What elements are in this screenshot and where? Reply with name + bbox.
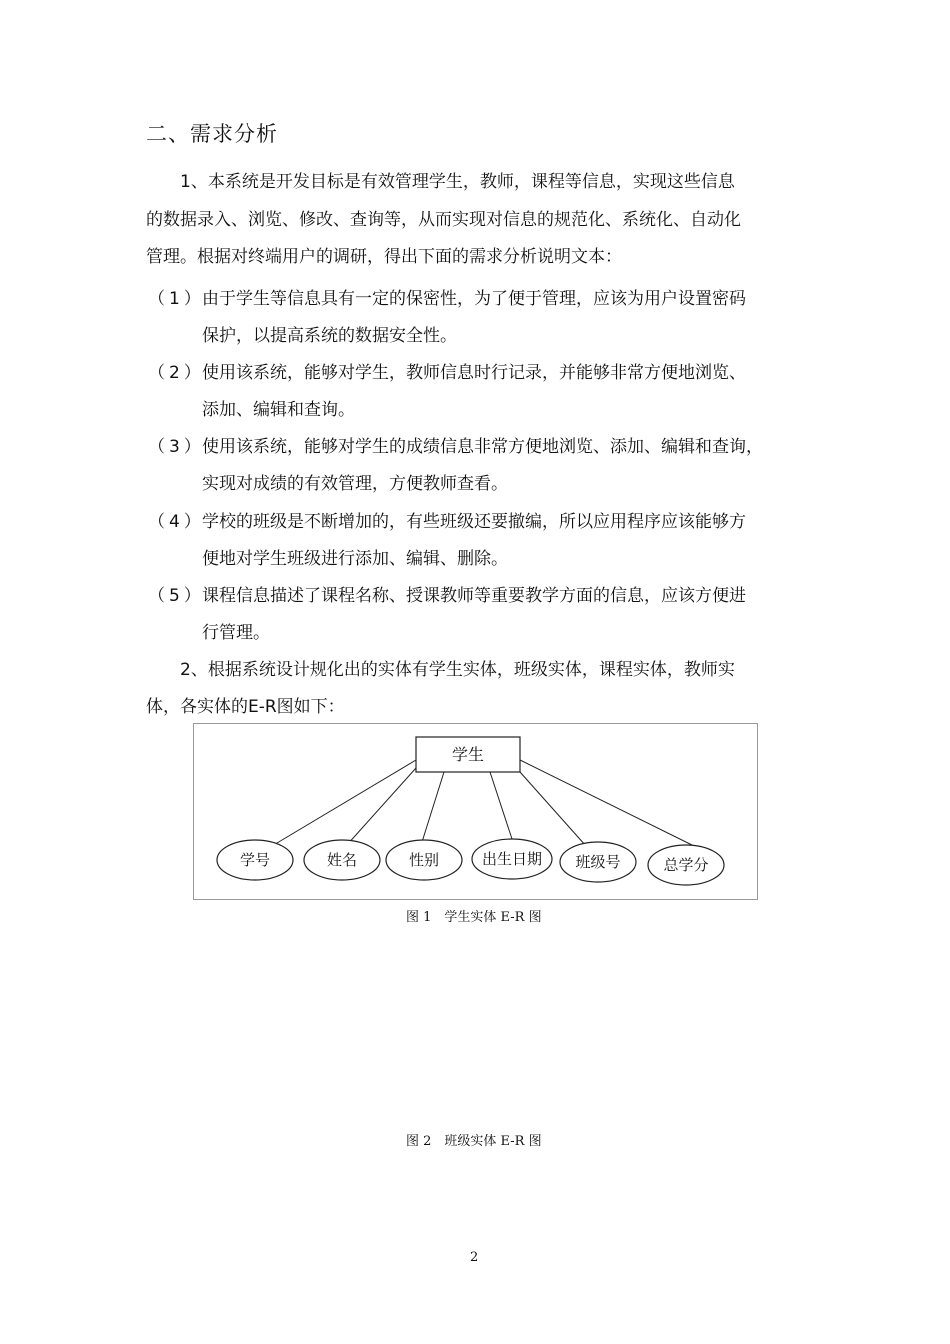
attribute-label-2: 姓名 xyxy=(326,851,358,869)
figure-2-caption: 图 2 班级实体 E-R 图 xyxy=(406,1134,542,1149)
er-link-6 xyxy=(520,760,694,846)
requirement-number: （2） xyxy=(148,363,205,383)
er-link-3 xyxy=(422,772,444,842)
requirement-text-continued: 行管理。 xyxy=(202,623,270,643)
intro-line-1: 1、本系统是开发目标是有效管理学生，教师，课程等信息，实现这些信息 xyxy=(180,172,735,192)
attribute-label-5: 班级号 xyxy=(575,853,621,871)
requirement-text: 使用该系统，能够对学生的成绩信息非常方便地浏览、添加、编辑和查询， xyxy=(202,437,763,457)
attribute-label-4: 出生日期 xyxy=(481,850,543,868)
requirement-number: （5） xyxy=(148,586,205,606)
requirement-text-continued: 保护，以提高系统的数据安全性。 xyxy=(202,326,457,346)
er-link-4 xyxy=(490,772,512,839)
er-link-5 xyxy=(520,772,586,846)
entities-paragraph-line-1: 2、根据系统设计规化出的实体有学生实体，班级实体，课程实体，教师实 xyxy=(180,660,735,680)
requirement-text: 学校的班级是不断增加的，有些班级还要撤编，所以应用程序应该能够方 xyxy=(202,512,746,532)
section-heading: 二、需求分析 xyxy=(146,122,278,146)
requirement-text-continued: 添加、编辑和查询。 xyxy=(202,400,355,420)
requirement-text-continued: 便地对学生班级进行添加、编辑、删除。 xyxy=(202,549,508,569)
er-link-1 xyxy=(272,760,416,846)
requirement-number: （3） xyxy=(148,437,205,457)
requirement-text: 使用该系统，能够对学生，教师信息时行记录，并能够非常方便地浏览、 xyxy=(202,363,746,383)
student-er-diagram xyxy=(193,723,758,900)
attribute-label-6: 总学分 xyxy=(663,856,709,874)
attribute-label-1: 学号 xyxy=(239,851,271,869)
er-link-2 xyxy=(346,768,416,846)
er-diagram-canvas xyxy=(194,724,757,899)
attribute-label-3: 性别 xyxy=(408,851,440,869)
entity-label: 学生 xyxy=(451,745,485,764)
intro-line-3: 管理。根据对终端用户的调研，得出下面的需求分析说明文本： xyxy=(146,247,622,267)
requirement-text: 由于学生等信息具有一定的保密性，为了便于管理，应该为用户设置密码 xyxy=(202,289,746,309)
requirement-number: （1） xyxy=(148,289,205,309)
requirement-text: 课程信息描述了课程名称、授课教师等重要教学方面的信息，应该方便进 xyxy=(202,586,746,606)
intro-line-2: 的数据录入、浏览、修改、查询等，从而实现对信息的规范化、系统化、自动化 xyxy=(146,210,741,230)
entities-paragraph-line-2: 体，各实体的E-R图如下： xyxy=(146,697,345,717)
figure-1-caption: 图 1 学生实体 E-R 图 xyxy=(406,910,542,925)
page-number: 2 xyxy=(470,1250,479,1265)
requirement-text-continued: 实现对成绩的有效管理，方便教师查看。 xyxy=(202,474,508,494)
requirement-number: （4） xyxy=(148,512,205,532)
